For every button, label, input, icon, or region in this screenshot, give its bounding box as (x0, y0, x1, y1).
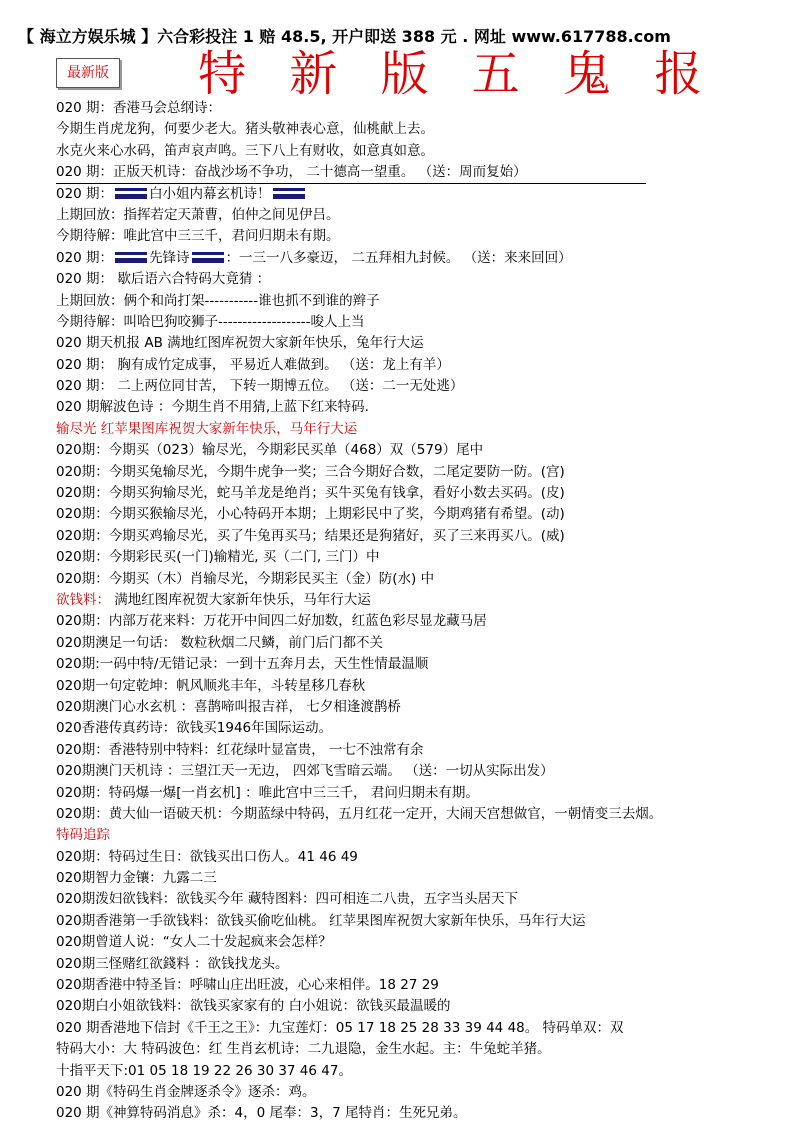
text-line: 020期：今期买鸡输尽光，买了牛兔再买马；结果还是狗猪好，买了三来再买八。(威) (56, 527, 565, 544)
text-line: 今期待解：叫哈巴狗咬狮子-------------------唆人上当 (56, 313, 365, 330)
line-text: ：一三一八多豪迈， 二五拜相九封候。 （送：来来回回） (225, 249, 572, 266)
line-text: 满地红图库祝贺大家新年快乐，马年行大运 (110, 591, 371, 608)
text-line: 020期：今期买狗输尽光，蛇马羊龙是绝肖；买牛买兔有钱拿，看好小数去买码。(皮) (56, 485, 565, 502)
text-line: 水克火来心水码，笛声哀声鸣。三下八上有财收，如意真如意。 (56, 142, 434, 159)
line-label: 白小姐内幕玄机诗！ (149, 185, 271, 202)
text-line: 020期：特码过生日：欲钱买出口伤人。41 46 49 (56, 848, 358, 865)
text-line: 020 期：正版天机诗：奋战沙场不争功， 二十德高一望重。 （送：周而复始） (56, 164, 527, 181)
text-line: 020期澳门天机诗 ：三望江天一无边， 四郊飞雪暗云端。 （送：一切从实际出发） (56, 763, 554, 780)
text-line: 十指平天下:01 05 18 19 22 26 30 37 46 47。 (56, 1062, 352, 1079)
latest-version-badge: 最新版 (56, 58, 120, 88)
text-line: 今期生肖虎龙狗，何要少老大。猪头敬神表心意，仙桃献上去。 (56, 121, 434, 138)
text-line: 020期香港中特圣旨：呼啸山庄出旺波，心心来相伴。18 27 29 (56, 977, 439, 994)
text-line: 020 期： 胸有成竹定成事， 平易近人难做到。 （送：龙上有羊） (56, 356, 450, 373)
text-line: 020期一句定乾坤：帆风顺兆丰年，斗转星移几春秋 (56, 677, 366, 694)
text-line: 020期香港第一手欲钱料：欲钱买偷吃仙桃。 红苹果图库祝贺大家新年快乐，马年行大运 (56, 912, 586, 929)
text-line: 020 期： 二上两位同甘苦， 下转一期博五位。 （送：二一无处逃） (56, 378, 464, 395)
text-line: 上期回放：俩个和尚打架-----------谁也抓不到谁的辫子 (56, 292, 380, 309)
text-line: 020 期解波色诗 ：今期生肖不用猜,上蓝下红来特码. (56, 399, 369, 416)
section-heading: 输尽光 红苹果图库祝贺大家新年快乐，马年行大运 (56, 420, 358, 437)
text-line: 020期:一码中特/无错记录：一到十五奔月去，天生性情最温顺 (56, 656, 429, 673)
text-line: 020 期《神算特码消息》杀：4，0 尾奉：3，7 尾特肖：生死兄弟。 (56, 1105, 467, 1122)
text-line: 020期：今期买兔输尽光，今期牛虎争一奖；三合今期好合数，二尾定要防一防。(宫) (56, 463, 565, 480)
text-line: 020期：今期买（木）肖输尽光，今期彩民买主（金）防(水) 中 (56, 570, 435, 587)
text-line: 020期智力金镶：九露二三 (56, 870, 217, 887)
line-label: 先锋诗 (149, 249, 190, 266)
text-line: 020 期：香港马会总纲诗： (56, 100, 222, 116)
text-line: 020 期香港地下信封《千王之王》：九宝莲灯：05 17 18 25 28 33 39 44 48。 特码单双：双 (56, 1019, 624, 1036)
text-line: 020 期天机报 AB 满地红图库祝贺大家新年快乐，兔年行大运 (56, 335, 424, 352)
text-line: 020香港传真药诗：欲钱买1946年国际运动。 (56, 720, 333, 737)
content-body (56, 98, 791, 1125)
double-bar-icon (273, 188, 305, 199)
double-bar-icon (192, 252, 224, 263)
text-line: 今期待解：唯此宫中三三千，君问归期未有期。 (56, 228, 340, 245)
underline-divider (56, 183, 646, 184)
line-prefix: 020 期： (56, 249, 114, 266)
text-line: 020期：特码爆一爆[一肖玄机] ：唯此宫中三三千， 君问归期未有期。 (56, 784, 479, 801)
double-bar-icon (115, 252, 147, 263)
text-line: 020期泼妇欲钱料：欲钱买今年 藏特图料：四可相连二八贵，五字当头居天下 (56, 891, 519, 908)
text-line: 020期澳足一句话： 数粒秋烟二尺鳞，前门后门都不关 (56, 634, 384, 651)
text-line: 020期：黄大仙一语破天机：今期蓝绿中特码，五月红花一定开，大闹天宫想做官，一朝情变三去烟。 (56, 805, 663, 822)
section-heading: 特码追踪 (56, 827, 110, 844)
text-line: 特码大小：大 特码波色：红 生肖玄机诗：二九退隐，金生水起。主：牛兔蛇羊猪。 (56, 1041, 551, 1058)
text-line: 020期曾道人说：“女人二十发起疯来会怎样？ (56, 934, 332, 951)
text-line: 020期：今期买（023）输尽光，今期彩民买单（468）双（579）尾中 (56, 442, 484, 459)
site-banner: 【 海立方娱乐城 】六合彩投注 1 赔 48.5, 开户即送 388 元 . 网址 www.617788.com (18, 27, 671, 46)
text-line: 020期三怪赌红欲錢料 ：欲钱找龙头。 (56, 955, 289, 972)
section-heading: 欲钱料： (56, 591, 110, 608)
text-line: 020 期： 歇后语六合特码大竟猜 ： (56, 271, 271, 288)
text-line: 020 期《特码生肖金牌逐杀令》逐杀：鸡。 (56, 1083, 316, 1100)
text-line: 020期澳门心水玄机 ：喜鹊啼叫报吉祥， 七夕相逢渡鹊桥 (56, 698, 401, 715)
text-line: 上期回放：指挥若定天萧曹，伯仲之间见伊吕。 (56, 206, 340, 223)
text-line (56, 590, 791, 611)
text-line: 020期：香港特别中特料：红花绿叶显富贵， 一七不浊常有余 (56, 741, 424, 758)
text-line (56, 248, 791, 269)
text-line (56, 184, 791, 205)
text-line: 020期：今期彩民买(一门)输精光, 买（二门, 三门）中 (56, 549, 380, 566)
text-line: 020期：今期买猴输尽光，小心特码开本期；上期彩民中了奖，今期鸡猪有希望。(动) (56, 506, 565, 523)
double-bar-icon (115, 188, 147, 199)
page-title: 特 新 版 五 鬼 报 (198, 46, 717, 102)
line-prefix: 020 期： (56, 185, 114, 202)
text-line: 020期白小姐欲钱料：欲钱买家家有的 白小姐说：欲钱买最温暖的 (56, 998, 451, 1015)
text-line: 020期：内部万花来料：万花开中间四二好加数，红蓝色彩尽显龙藏马居 (56, 613, 487, 630)
